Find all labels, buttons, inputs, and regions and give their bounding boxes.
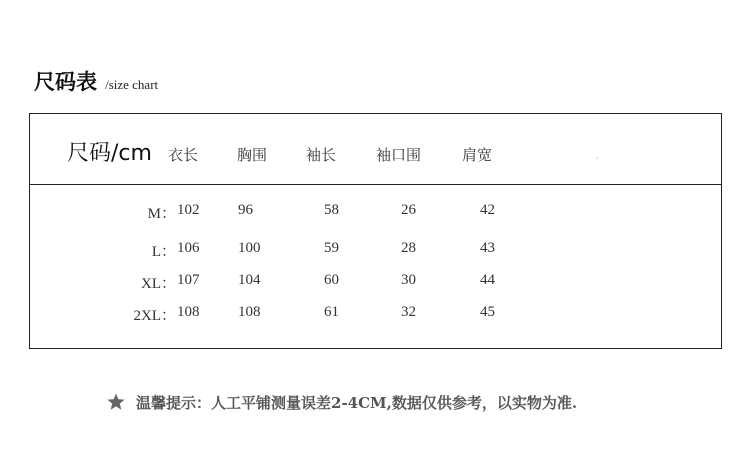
table-row — [30, 272, 721, 294]
cell-shoulder: 45 — [480, 304, 495, 320]
cell-length: 108 — [177, 304, 200, 320]
measurement-note — [106, 392, 577, 413]
cell-chest: 100 — [238, 240, 261, 256]
size-label: 2XL： — [133, 308, 176, 324]
cell-cuff: 28 — [401, 240, 416, 256]
cell-cuff: 26 — [401, 202, 416, 218]
cell-chest: 108 — [238, 304, 261, 320]
star-icon — [106, 392, 126, 412]
cell-sleeve: 59 — [324, 240, 339, 256]
cell-shoulder: 43 — [480, 240, 495, 256]
cell-chest: 104 — [238, 272, 261, 288]
cell-sleeve: 58 — [324, 202, 339, 218]
header-chest: 胸围 — [237, 146, 268, 164]
cell-shoulder: 44 — [480, 272, 495, 288]
size-table — [29, 113, 722, 349]
cell-length: 107 — [177, 272, 200, 288]
table-header-row — [30, 114, 721, 185]
header-size-unit: 尺码/cm — [67, 141, 152, 166]
size-label: L： — [151, 244, 176, 260]
title-sub: /size chart — [105, 77, 159, 92]
header-cuff: 袖口围 — [376, 146, 422, 164]
size-label: XL： — [141, 276, 176, 292]
cell-length: 106 — [177, 240, 200, 256]
cell-shoulder: 42 — [480, 202, 495, 218]
size-chart-title — [34, 66, 158, 96]
note-text: 温馨提示：人工平铺测量误差2-4CM,数据仅供参考，以实物为准. — [136, 394, 578, 412]
cell-chest: 96 — [238, 202, 253, 218]
size-label: M： — [147, 206, 176, 222]
header-shoulder: 肩宽 — [462, 146, 493, 164]
table-row — [30, 202, 721, 224]
cell-sleeve: 60 — [324, 272, 339, 288]
cell-cuff: 30 — [401, 272, 416, 288]
table-row — [30, 240, 721, 262]
cell-sleeve: 61 — [324, 304, 339, 320]
header-length: 衣长 — [168, 146, 199, 164]
speck — [596, 157, 598, 159]
table-row — [30, 304, 721, 326]
title-main: 尺码表 — [34, 70, 97, 94]
cell-cuff: 32 — [401, 304, 416, 320]
header-sleeve: 袖长 — [306, 146, 337, 164]
cell-length: 102 — [177, 202, 200, 218]
